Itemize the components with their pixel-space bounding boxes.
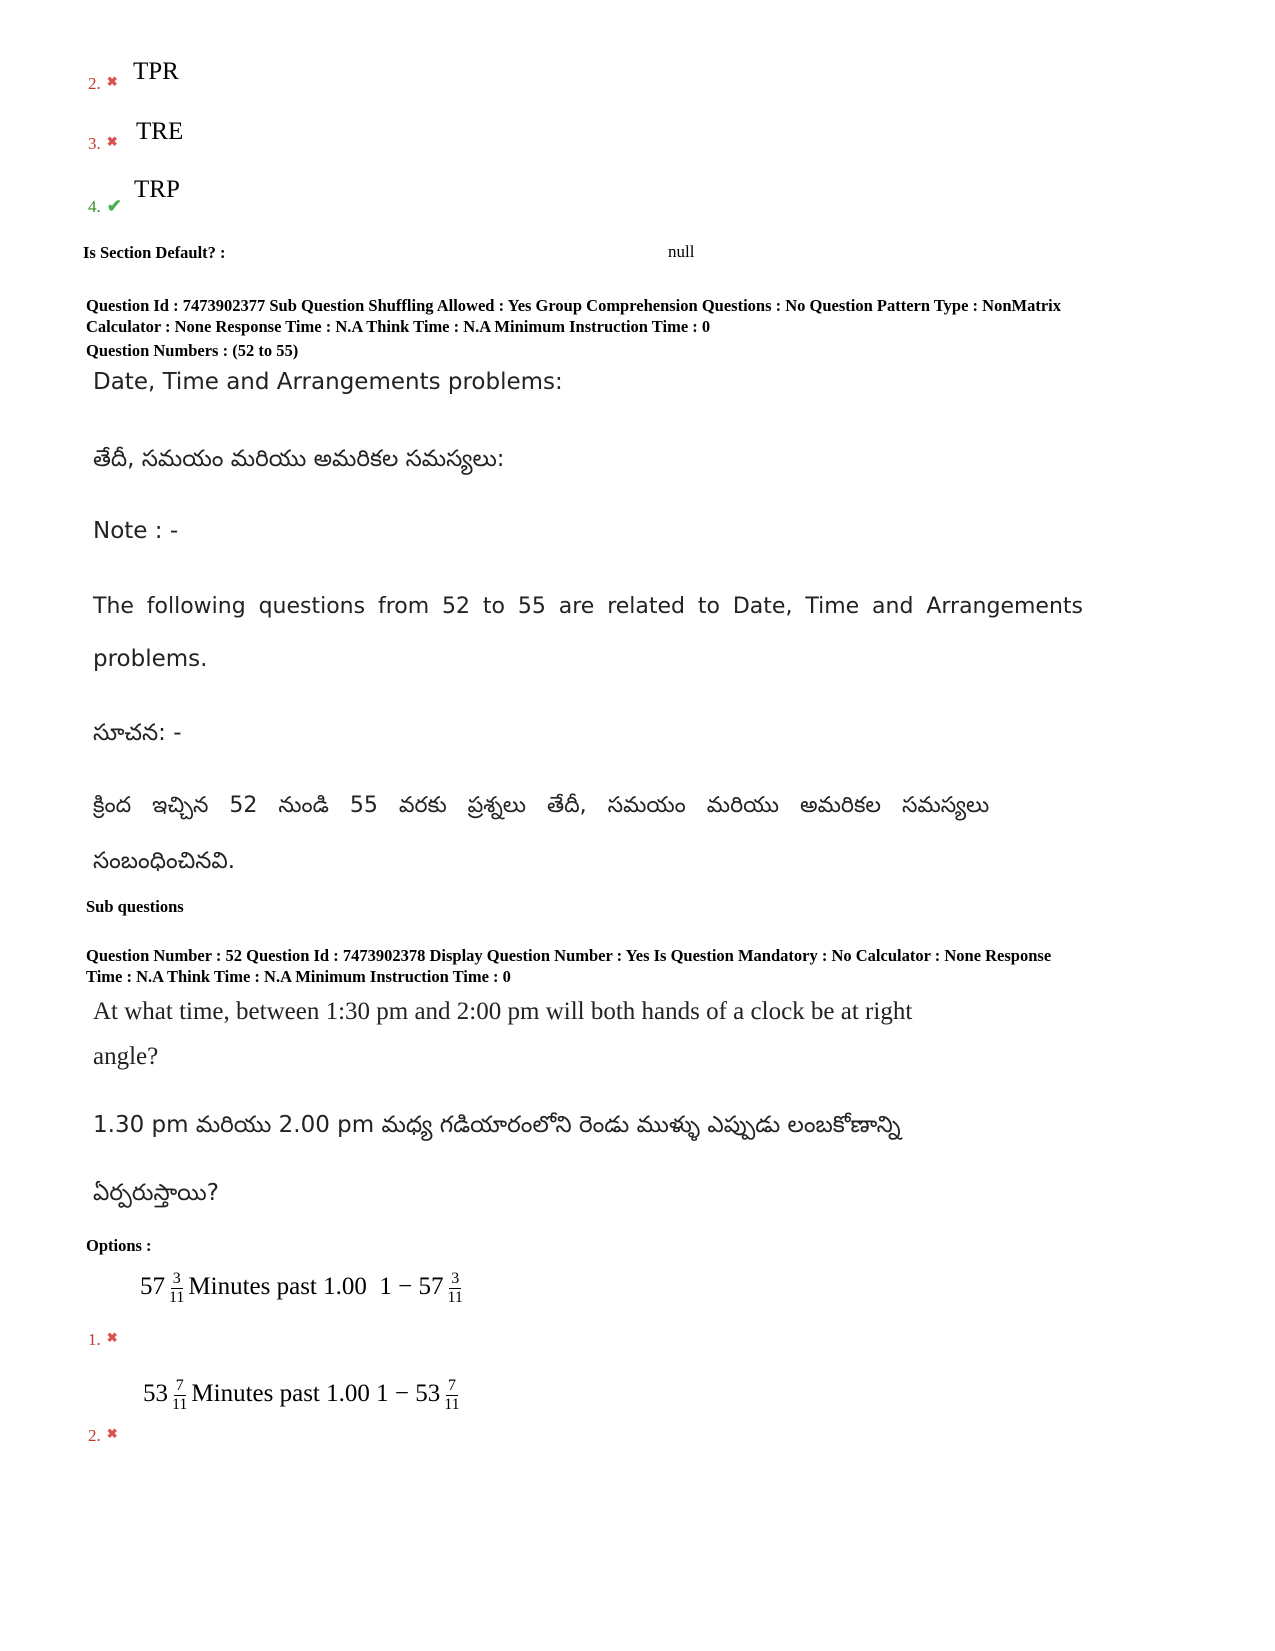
question-meta-line2: Time : N.A Think Time : N.A Minimum Instruction Time : 0	[86, 967, 511, 986]
prev-option-text: TPR	[133, 58, 179, 85]
option-2-expression	[143, 1377, 464, 1414]
wrong-icon: ✖	[106, 1330, 118, 1345]
fraction-denominator: 11	[172, 1396, 188, 1413]
option-number: 2.	[88, 74, 101, 93]
question-meta-line1: Question Number : 52 Question Id : 7473902378 Display Question Number : Yes Is Question Mandatory : No Calculator : None Response	[86, 946, 1052, 965]
passage-body-te-line1: క్రింద ఇచ్చిన 52 నుండి 55 వరకు ప్రశ్నలు తేదీ, సమయం మరియు అమరికల సమస్యలు	[93, 793, 990, 818]
question-text-te-line2: ఏర్పరుస్తాయి?	[93, 1180, 219, 1206]
prev-option-4	[88, 196, 122, 217]
prev-option-text: TRP	[134, 176, 180, 203]
passage-note-te: సూచన: -	[93, 720, 182, 746]
check-icon: ✔	[106, 196, 122, 216]
wrong-icon: ✖	[106, 74, 118, 89]
section-default-value: null	[668, 242, 695, 261]
fraction-denominator: 11	[444, 1396, 460, 1413]
question-meta	[86, 945, 1206, 987]
fraction	[167, 1270, 186, 1307]
option-number: 3.	[88, 134, 101, 153]
section-default-label: Is Section Default? :	[83, 243, 226, 262]
question-text-en-line2: angle?	[93, 1043, 159, 1070]
question-text-te-line1: 1.30 pm మరియు 2.00 pm మధ్య గడియారంలోని రెండు ముళ్ళు ఎప్పుడు లంబకోణాన్ని	[93, 1112, 901, 1138]
options-label: Options :	[86, 1236, 152, 1255]
option-2-marker	[88, 1426, 118, 1446]
prev-option-text: TRE	[136, 118, 184, 145]
question-numbers: Question Numbers : (52 to 55)	[86, 341, 299, 360]
option-expr: 1 − 57	[379, 1273, 444, 1301]
option-text: Minutes past 1.00	[191, 1380, 370, 1408]
fraction-numerator: 7	[447, 1377, 456, 1394]
group-meta-line2: Calculator : None Response Time : N.A Think Time : N.A Minimum Instruction Time : 0	[86, 317, 711, 336]
option-1-marker	[88, 1330, 118, 1350]
option-whole: 53	[143, 1380, 168, 1408]
option-text: Minutes past 1.00	[188, 1273, 367, 1301]
passage-body-en-line2: problems.	[93, 646, 208, 672]
option-whole: 57	[140, 1273, 165, 1301]
fraction-denominator: 11	[447, 1289, 463, 1306]
fraction	[170, 1377, 189, 1414]
fraction-numerator: 3	[172, 1270, 181, 1287]
passage-body-te-line2: సంబంధించినవి.	[93, 848, 236, 874]
passage-heading-te: తేదీ, సమయం మరియు అమరికల సమస్యలు:	[93, 446, 505, 472]
prev-option-3	[88, 134, 118, 154]
group-meta	[86, 295, 1206, 361]
fraction-numerator: 7	[175, 1377, 184, 1394]
wrong-icon: ✖	[106, 1426, 118, 1441]
fraction-denominator: 11	[169, 1289, 185, 1306]
passage-heading-en: Date, Time and Arrangements problems:	[93, 369, 563, 395]
option-number: 1.	[88, 1330, 101, 1349]
option-1-expression	[140, 1270, 467, 1307]
passage-body-en-line1: The following questions from 52 to 55 are related to Date, Time and Arrangements	[93, 594, 1083, 619]
option-number: 2.	[88, 1426, 101, 1445]
wrong-icon: ✖	[106, 134, 118, 149]
option-expr: 1 − 53	[376, 1380, 441, 1408]
fraction	[445, 1270, 464, 1307]
option-number: 4.	[88, 197, 101, 216]
group-meta-line1: Question Id : 7473902377 Sub Question Shuffling Allowed : Yes Group Comprehension Questions : No Question Pattern Type : NonMatrix	[86, 296, 1061, 315]
fraction-numerator: 3	[451, 1270, 460, 1287]
fraction	[442, 1377, 461, 1414]
sub-questions-label: Sub questions	[86, 897, 184, 916]
question-text-en-line1: At what time, between 1:30 pm and 2:00 pm will both hands of a clock be at right	[93, 998, 913, 1025]
passage-note-en: Note : -	[93, 518, 179, 544]
prev-option-2	[88, 74, 118, 94]
